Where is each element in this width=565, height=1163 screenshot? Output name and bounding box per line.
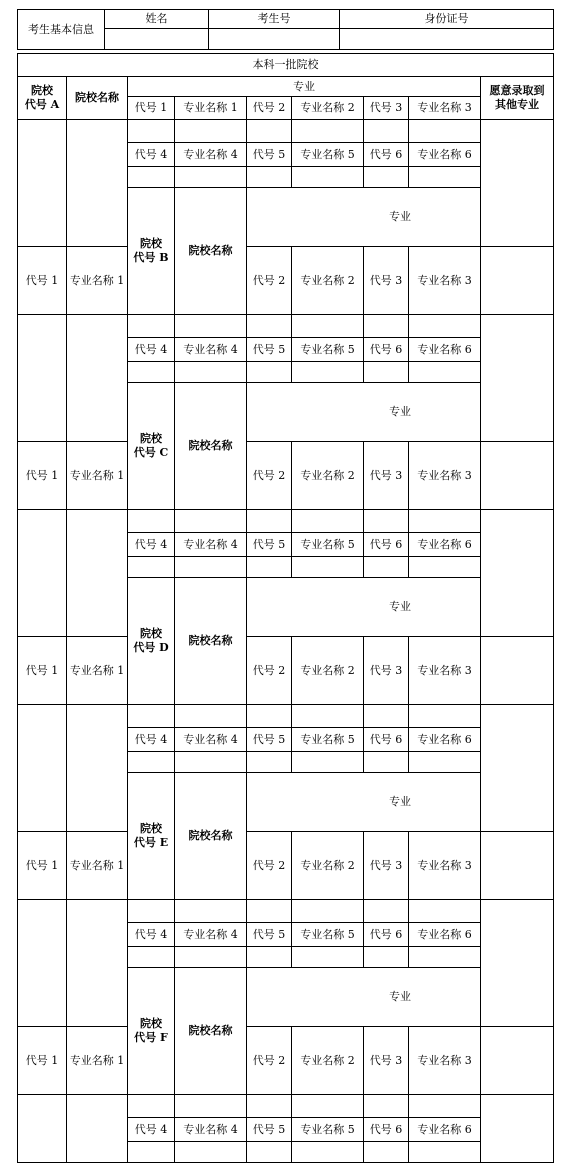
college-choices-table [17, 53, 554, 1163]
major-name-field[interactable] [292, 167, 364, 188]
major-name-field[interactable] [409, 900, 481, 923]
major-name-field[interactable] [409, 705, 481, 728]
college-name-field[interactable] [67, 120, 128, 247]
college-code-field[interactable] [18, 315, 67, 442]
exam-number-field[interactable] [209, 29, 340, 50]
major-code-label: 代号 1 [18, 832, 67, 900]
major-name-field[interactable] [292, 557, 364, 578]
major-name-field[interactable] [175, 120, 247, 143]
major-code-field[interactable] [364, 705, 409, 728]
major-code-field[interactable] [247, 120, 292, 143]
major-name-label: 专业名称 5 [292, 728, 364, 752]
major-name-field[interactable] [175, 705, 247, 728]
college-code-field[interactable] [18, 900, 67, 1027]
major-code-field[interactable] [128, 947, 175, 968]
major-code-label: 代号 4 [128, 533, 175, 557]
major-code-field[interactable] [364, 362, 409, 383]
college-code-label-line: 代号 B [133, 251, 169, 264]
major-code-field[interactable] [247, 705, 292, 728]
major-name-field[interactable] [292, 362, 364, 383]
college-name-label: 院校名称 [175, 578, 247, 705]
college-code-label-line: 院校 [140, 1017, 162, 1030]
major-code-field[interactable] [128, 557, 175, 578]
major-header: 专业 [247, 968, 554, 1027]
major-code-field[interactable] [128, 1095, 175, 1118]
college-code-label [18, 77, 67, 120]
major-code-field[interactable] [128, 510, 175, 533]
id-number-field[interactable] [340, 29, 554, 50]
major-header: 专业 [247, 383, 554, 442]
major-code-label: 代号 6 [364, 728, 409, 752]
major-name-field[interactable] [175, 557, 247, 578]
major-code-field[interactable] [128, 900, 175, 923]
major-name-label: 专业名称 2 [292, 832, 364, 900]
candidate-info-label: 考生基本信息 [18, 10, 105, 50]
college-code-label-line: 院校 [31, 84, 53, 97]
major-name-field[interactable] [409, 947, 481, 968]
major-header: 专业 [247, 578, 554, 637]
major-code-label: 代号 4 [128, 728, 175, 752]
college-code-label [128, 578, 175, 705]
major-name-label: 专业名称 2 [292, 442, 364, 510]
major-name-field[interactable] [292, 315, 364, 338]
willing-label-line: 其他专业 [495, 98, 540, 111]
major-name-field[interactable] [175, 752, 247, 773]
major-code-label: 代号 5 [247, 338, 292, 362]
college-name-label: 院校名称 [175, 773, 247, 900]
major-code-label: 代号 5 [247, 923, 292, 947]
major-code-label: 代号 6 [364, 923, 409, 947]
major-header: 专业 [247, 773, 554, 832]
major-code-field[interactable] [128, 315, 175, 338]
major-name-label: 专业名称 3 [409, 637, 481, 705]
major-name-label: 专业名称 5 [292, 143, 364, 167]
major-code-label: 代号 4 [128, 923, 175, 947]
major-name-field[interactable] [175, 510, 247, 533]
major-code-label: 代号 3 [364, 97, 409, 120]
college-name-field[interactable] [67, 705, 128, 832]
college-name-label: 院校名称 [175, 968, 247, 1095]
major-name-label: 专业名称 6 [409, 533, 481, 557]
college-code-field[interactable] [18, 120, 67, 247]
major-name-field[interactable] [175, 315, 247, 338]
major-code-field[interactable] [364, 1142, 409, 1163]
name-field[interactable] [105, 29, 209, 50]
college-code-field[interactable] [18, 705, 67, 832]
major-name-field[interactable] [292, 1095, 364, 1118]
college-code-label-line: 院校 [140, 432, 162, 445]
major-name-label: 专业名称 4 [175, 143, 247, 167]
major-code-label: 代号 4 [128, 143, 175, 167]
major-name-label: 专业名称 2 [292, 637, 364, 705]
willing-label-line: 愿意录取到 [489, 84, 545, 97]
major-name-field[interactable] [409, 362, 481, 383]
major-name-field[interactable] [409, 315, 481, 338]
college-code-label-line: 代号 E [133, 836, 169, 849]
major-code-field[interactable] [247, 752, 292, 773]
major-name-label: 专业名称 1 [175, 97, 247, 120]
major-name-field[interactable] [292, 705, 364, 728]
major-name-field[interactable] [409, 167, 481, 188]
college-code-label [128, 968, 175, 1095]
major-code-field[interactable] [128, 1142, 175, 1163]
major-header: 专业 [247, 188, 554, 247]
major-name-field[interactable] [292, 752, 364, 773]
major-code-label: 代号 3 [364, 1027, 409, 1095]
major-name-label: 专业名称 5 [292, 1118, 364, 1142]
major-code-label: 代号 2 [247, 637, 292, 705]
major-name-label: 专业名称 4 [175, 338, 247, 362]
college-code-label-line: 代号 C [133, 446, 169, 459]
major-code-label: 代号 4 [128, 1118, 175, 1142]
college-name-label: 院校名称 [67, 77, 128, 120]
major-name-label: 专业名称 4 [175, 533, 247, 557]
major-name-field[interactable] [292, 1142, 364, 1163]
major-code-label: 代号 1 [18, 247, 67, 315]
major-name-label: 专业名称 1 [67, 832, 128, 900]
major-code-field[interactable] [128, 120, 175, 143]
major-name-label: 专业名称 3 [409, 832, 481, 900]
college-name-label: 院校名称 [175, 383, 247, 510]
major-name-field[interactable] [175, 362, 247, 383]
major-name-field[interactable] [409, 120, 481, 143]
major-name-field[interactable] [292, 510, 364, 533]
major-code-field[interactable] [247, 167, 292, 188]
major-code-field[interactable] [128, 362, 175, 383]
major-name-field[interactable] [292, 947, 364, 968]
college-code-label-line: 代号 D [133, 641, 169, 654]
major-name-label: 专业名称 1 [67, 247, 128, 315]
major-code-field[interactable] [247, 947, 292, 968]
major-code-label: 代号 1 [18, 1027, 67, 1095]
major-code-label: 代号 2 [247, 442, 292, 510]
major-name-field[interactable] [409, 1095, 481, 1118]
major-code-field[interactable] [364, 1095, 409, 1118]
major-code-label: 代号 2 [247, 832, 292, 900]
major-code-label: 代号 3 [364, 247, 409, 315]
major-code-field[interactable] [364, 752, 409, 773]
major-code-label: 代号 1 [128, 97, 175, 120]
major-code-field[interactable] [247, 557, 292, 578]
major-name-field[interactable] [175, 167, 247, 188]
major-code-label: 代号 3 [364, 832, 409, 900]
major-name-label: 专业名称 6 [409, 728, 481, 752]
major-code-label: 代号 4 [128, 338, 175, 362]
willing-other-major-label [481, 77, 554, 120]
major-code-label: 代号 6 [364, 338, 409, 362]
candidate-info-table [17, 9, 554, 50]
major-code-label: 代号 6 [364, 143, 409, 167]
major-code-label: 代号 5 [247, 143, 292, 167]
major-code-label: 代号 6 [364, 1118, 409, 1142]
major-code-label: 代号 2 [247, 1027, 292, 1095]
major-name-label: 专业名称 4 [175, 728, 247, 752]
major-name-label: 专业名称 3 [409, 442, 481, 510]
college-code-label-line: 院校 [140, 822, 162, 835]
college-name-field[interactable] [67, 1095, 128, 1163]
major-code-label: 代号 6 [364, 533, 409, 557]
major-name-label: 专业名称 5 [292, 923, 364, 947]
major-code-label: 代号 3 [364, 442, 409, 510]
college-code-label-line: 代号 A [24, 98, 60, 111]
college-code-label [128, 188, 175, 315]
willing-other-major-field[interactable] [481, 1095, 554, 1163]
major-name-field[interactable] [409, 510, 481, 533]
exam-number-label: 考生号 [209, 10, 340, 29]
major-code-field[interactable] [128, 167, 175, 188]
major-name-field[interactable] [292, 120, 364, 143]
major-name-field[interactable] [292, 900, 364, 923]
major-code-field[interactable] [364, 900, 409, 923]
college-code-label [128, 383, 175, 510]
major-code-label: 代号 2 [247, 97, 292, 120]
major-name-label: 专业名称 2 [292, 97, 364, 120]
college-code-field[interactable] [18, 510, 67, 637]
college-name-field[interactable] [67, 315, 128, 442]
major-name-label: 专业名称 1 [67, 1027, 128, 1095]
major-code-field[interactable] [247, 1142, 292, 1163]
college-name-field[interactable] [67, 900, 128, 1027]
major-name-label: 专业名称 5 [292, 533, 364, 557]
major-name-field[interactable] [175, 900, 247, 923]
major-code-field[interactable] [364, 947, 409, 968]
name-label: 姓名 [105, 10, 209, 29]
major-name-label: 专业名称 2 [292, 1027, 364, 1095]
college-code-label-line: 院校 [140, 237, 162, 250]
major-code-field[interactable] [128, 705, 175, 728]
major-code-label: 代号 2 [247, 247, 292, 315]
major-name-label: 专业名称 3 [409, 97, 481, 120]
major-name-label: 专业名称 4 [175, 1118, 247, 1142]
major-code-label: 代号 3 [364, 637, 409, 705]
major-name-label: 专业名称 3 [409, 247, 481, 315]
major-code-field[interactable] [364, 315, 409, 338]
major-name-label: 专业名称 6 [409, 143, 481, 167]
major-code-field[interactable] [247, 315, 292, 338]
major-name-label: 专业名称 1 [67, 442, 128, 510]
college-code-label [128, 773, 175, 900]
major-code-field[interactable] [364, 167, 409, 188]
college-name-label: 院校名称 [175, 188, 247, 315]
major-code-field[interactable] [364, 557, 409, 578]
major-code-field[interactable] [247, 1095, 292, 1118]
id-number-label: 身份证号 [340, 10, 554, 29]
major-code-field[interactable] [247, 510, 292, 533]
major-code-field[interactable] [128, 752, 175, 773]
major-code-label: 代号 1 [18, 442, 67, 510]
major-code-label: 代号 5 [247, 1118, 292, 1142]
major-code-field[interactable] [247, 362, 292, 383]
major-code-label: 代号 5 [247, 728, 292, 752]
major-name-label: 专业名称 1 [67, 637, 128, 705]
major-code-field[interactable] [247, 900, 292, 923]
college-code-label-line: 院校 [140, 627, 162, 640]
major-name-label: 专业名称 2 [292, 247, 364, 315]
major-name-field[interactable] [409, 752, 481, 773]
major-code-field[interactable] [364, 510, 409, 533]
major-name-field[interactable] [409, 1142, 481, 1163]
batch-header: 本科一批院校 [18, 54, 554, 77]
major-code-field[interactable] [364, 120, 409, 143]
major-name-label: 专业名称 6 [409, 338, 481, 362]
major-name-label: 专业名称 5 [292, 338, 364, 362]
major-name-field[interactable] [175, 947, 247, 968]
major-name-label: 专业名称 3 [409, 1027, 481, 1095]
major-name-label: 专业名称 4 [175, 923, 247, 947]
college-code-label-line: 代号 F [134, 1031, 168, 1044]
major-name-field[interactable] [175, 1095, 247, 1118]
major-name-label: 专业名称 6 [409, 1118, 481, 1142]
major-name-field[interactable] [175, 1142, 247, 1163]
college-name-field[interactable] [67, 510, 128, 637]
major-name-field[interactable] [409, 557, 481, 578]
major-code-label: 代号 1 [18, 637, 67, 705]
college-code-field[interactable] [18, 1095, 67, 1163]
major-name-label: 专业名称 6 [409, 923, 481, 947]
major-code-label: 代号 5 [247, 533, 292, 557]
major-header: 专业 [128, 77, 481, 97]
